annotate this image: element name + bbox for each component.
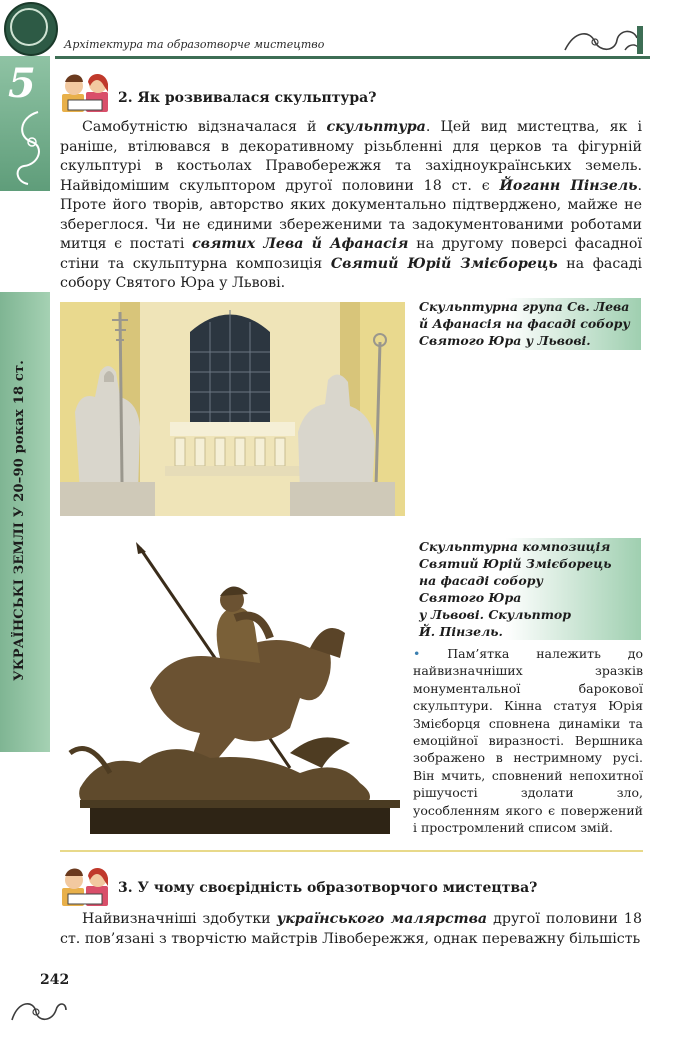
section2-paragraph-run: . Проте його творів, авторство яких документально підтверджено, майже не збереглося. Чи не єдиними збереженими та задокументованими роботами митця є постаті — [60, 177, 642, 252]
section2-paragraph-run: Йоганн Пінзель — [499, 177, 638, 194]
section2-paragraph-run: . Цей вид мистецтва, як і раніше, втілювався в декоративному різьбленні для церков та фігурній скульптурі в костьолах Правобережжя та західноукраїнських земель. Найвідомішим скульптором другої половини 18 ст. є — [60, 119, 642, 194]
question-kids-icon-2 — [60, 864, 114, 910]
emblem-seal-ring — [10, 8, 48, 46]
running-title: Архітектура та образотворче мистецтво — [64, 38, 325, 51]
section2-paragraph-run: Самобутністю відзначалася й — [82, 119, 327, 135]
section2-paragraph-run: Святий Юрій Змієборець — [330, 255, 558, 272]
section2-paragraph-run: скульптура — [326, 119, 426, 135]
section3-paragraph — [60, 910, 642, 949]
figure2-caption-line: Святий Юрій Змієборець — [419, 556, 612, 571]
figure2-caption-line: Святого Юра — [419, 590, 522, 605]
section2-paragraph-run: на другому поверсі фасадної стіни та скульптурна композиція — [60, 236, 642, 272]
section3-paragraph-run: Найвизначніші здобутки — [82, 911, 277, 927]
section2-heading: 2. Як розвивалася скульптура? — [118, 90, 377, 106]
page-number: 242 — [40, 972, 70, 988]
bottom-ornament-icon — [8, 990, 68, 1030]
photo-saints-lev-athanasius — [60, 302, 405, 516]
side-title: УКРАЇНСЬКІ ЗЕМЛІ У 20–90 роках 18 ст. — [12, 359, 27, 681]
section2-paragraph-run: святих Лева й Афанасія — [192, 236, 409, 252]
figure2-caption-line: Й. Пінзель. — [419, 624, 503, 639]
corner-ornament-icon — [555, 22, 645, 56]
figure2-note-text: Пам’ятка належить до найвизначніших зразків монументальної барокової скульптури. Кінна статуя Юрія Змієборця сповнена динаміки та емоційної виразності. Вершника зображено в нестримному русі. Він мчить, сповнений непохитної рішучості здолати зло, уособленням якого є повержений і простромлений списом змій. — [413, 646, 643, 836]
section2-paragraph — [60, 118, 642, 294]
section-divider — [60, 850, 643, 852]
section3-paragraph-run: другої половини 18 ст. пов’язані з творчістю майстрів Лівобережжя, однак переважну більшість — [60, 911, 642, 947]
figure2-caption-line: у Львові. Скульптор — [419, 607, 572, 622]
section3-paragraph-run: українського малярства — [276, 911, 488, 927]
figure1-caption: Скульптурна група Св. Лева й Афанасія на фасаді собору Святого Юра у Львові. — [415, 298, 641, 350]
note-bullet-icon: • — [413, 646, 421, 661]
chapter-number: 5 — [8, 60, 36, 107]
figure2-note — [413, 645, 643, 836]
photo-st-george-statue — [60, 538, 405, 838]
figure2-caption-line: на фасаді собору — [419, 573, 543, 588]
section2-paragraph-run: на фасаді собору Святого Юра у Львові. — [60, 255, 643, 291]
section3-heading: 3. У чому своєрідність образотворчого мистецтва? — [118, 880, 538, 896]
figure2-caption — [415, 538, 641, 640]
side-ornament-icon — [10, 108, 46, 188]
question-kids-icon — [60, 70, 114, 116]
figure2-caption-line: Скульптурна композиція — [419, 539, 611, 554]
